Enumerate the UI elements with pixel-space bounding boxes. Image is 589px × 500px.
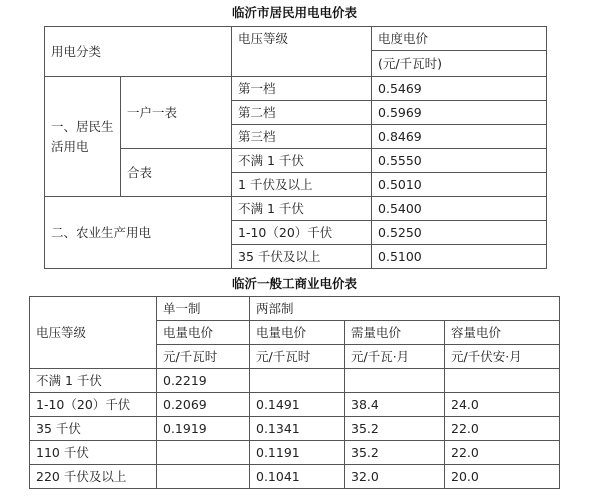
table-row — [30, 393, 560, 417]
subgroup-combined: 合表 — [121, 149, 232, 197]
header-energy-price-two-part: 电量电价 — [250, 321, 345, 345]
single-price-cell: 0.1919 — [157, 417, 250, 441]
unit-kwh-two-part: 元/千瓦时 — [250, 345, 345, 369]
subgroup-one-household: 一户一表 — [121, 77, 232, 149]
energy-price-cell: 0.1041 — [250, 465, 345, 489]
voltage-cell: 不满 1 千伏 — [30, 369, 157, 393]
header-category: 用电分类 — [45, 27, 232, 77]
table-row — [30, 441, 560, 465]
header-energy-price: 电量电价 — [157, 321, 250, 345]
voltage-cell: 第二档 — [232, 101, 372, 125]
energy-price-cell — [250, 369, 345, 393]
voltage-cell: 220 千伏及以上 — [30, 465, 157, 489]
voltage-cell: 110 千伏 — [30, 441, 157, 465]
voltage-cell: 不满 1 千伏 — [232, 149, 372, 173]
price-cell: 0.5469 — [372, 77, 547, 101]
voltage-cell: 1-10（20）千伏 — [232, 221, 372, 245]
demand-price-cell: 35.2 — [345, 441, 445, 465]
voltage-cell: 第一档 — [232, 77, 372, 101]
residential-table-title: 临沂市居民用电电价表 — [231, 5, 357, 20]
single-price-cell: 0.2069 — [157, 393, 250, 417]
group-agriculture-label: 二、农业生产用电 — [45, 197, 232, 269]
energy-price-cell: 0.1491 — [250, 393, 345, 417]
table-row — [30, 369, 560, 393]
group-residential-label: 一、居民生活用电 — [45, 77, 121, 197]
price-cell: 0.5400 — [372, 197, 547, 221]
price-cell: 0.5550 — [372, 149, 547, 173]
unit-kw-month: 元/千瓦·月 — [345, 345, 445, 369]
capacity-price-cell: 24.0 — [445, 393, 560, 417]
demand-price-cell: 35.2 — [345, 417, 445, 441]
table-row — [30, 417, 560, 441]
capacity-price-cell: 22.0 — [445, 441, 560, 465]
header-voltage: 电压等级 — [232, 27, 372, 77]
header-capacity-price: 容量电价 — [445, 321, 560, 345]
header-price: 电度电价 — [372, 27, 547, 51]
table-row — [45, 197, 547, 221]
voltage-cell: 35 千伏 — [30, 417, 157, 441]
voltage-cell: 不满 1 千伏 — [232, 197, 372, 221]
single-price-cell — [157, 465, 250, 489]
single-price-cell: 0.2219 — [157, 369, 250, 393]
unit-kva-month: 元/千伏安·月 — [445, 345, 560, 369]
price-cell: 0.5010 — [372, 173, 547, 197]
table-row — [30, 465, 560, 489]
demand-price-cell — [345, 369, 445, 393]
header-single: 单一制 — [157, 297, 250, 321]
voltage-cell: 第三档 — [232, 125, 372, 149]
energy-price-cell: 0.1341 — [250, 417, 345, 441]
demand-price-cell: 38.4 — [345, 393, 445, 417]
table-row — [45, 149, 547, 173]
price-cell: 0.5969 — [372, 101, 547, 125]
voltage-cell: 35 千伏及以上 — [232, 245, 372, 269]
capacity-price-cell: 22.0 — [445, 417, 560, 441]
price-cell: 0.8469 — [372, 125, 547, 149]
price-cell: 0.5250 — [372, 221, 547, 245]
price-cell: 0.5100 — [372, 245, 547, 269]
header-demand-price: 需量电价 — [345, 321, 445, 345]
header-two-part: 两部制 — [250, 297, 560, 321]
demand-price-cell: 32.0 — [345, 465, 445, 489]
capacity-price-cell: 20.0 — [445, 465, 560, 489]
residential-price-table — [44, 26, 547, 269]
commercial-table-title: 临沂一般工商业电价表 — [231, 276, 357, 291]
table-row — [45, 77, 547, 101]
voltage-cell: 1 千伏及以上 — [232, 173, 372, 197]
header-price-unit: (元/千瓦时) — [372, 51, 547, 77]
commercial-price-table — [29, 296, 560, 489]
single-price-cell — [157, 441, 250, 465]
capacity-price-cell — [445, 369, 560, 393]
energy-price-cell: 0.1191 — [250, 441, 345, 465]
header-voltage: 电压等级 — [30, 297, 157, 369]
unit-kwh: 元/千瓦时 — [157, 345, 250, 369]
voltage-cell: 1-10（20）千伏 — [30, 393, 157, 417]
